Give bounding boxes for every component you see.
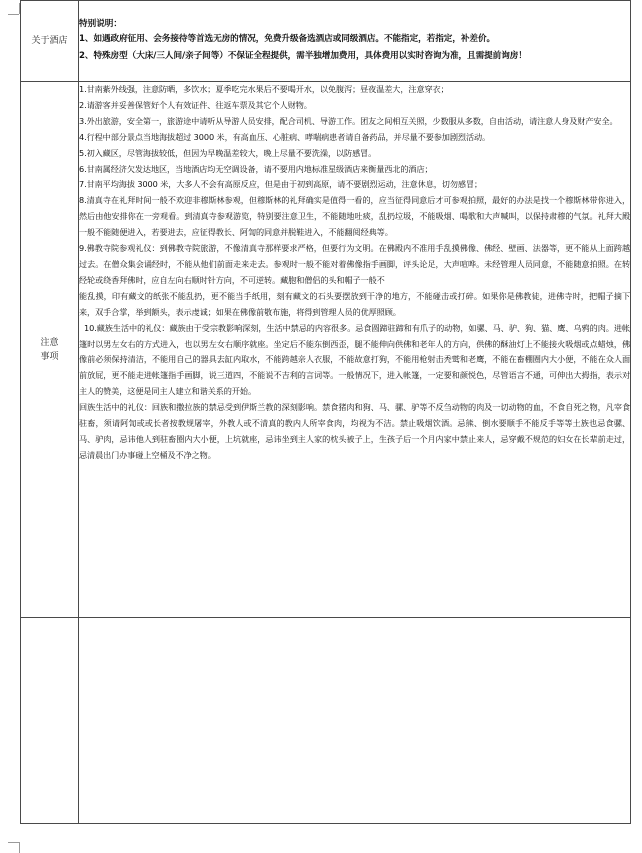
note-item: 回族生活中的礼仪：回族和撒拉族的禁忌受到伊斯兰教的深刻影响。禁食猪肉和狗、马、骡、驴等不反刍动物的肉及一切动物的血，不食自死之物，凡宰食驻畜，须请阿訇或或长者按教规屠宰，外教人或不清真的教内人所宰食肉，均视为不洁。禁止吸烟饮酒。忌熊、倒水要顺手不能反手等等土族也忌食骡、马、驴肉，忌讳他人到驻畜圈内大小便，上坑就座，忌讳坐到主人家的枕头被子上，生孩子后一个月内家中禁止来人，忌穿戴不规范的妇女在长辈前走过，忌清晨出门办事碰上空桶及不净之物。 (79, 402, 630, 460)
hotel-special-note-title: 特别说明： (79, 18, 122, 29)
hotel-row (21, 1, 631, 82)
notes-label-line-1: 注意 (40, 337, 59, 348)
notes-label-cell (21, 82, 79, 618)
hotel-note-line: 2、特殊房型（大床/三人间/亲子间等）不保证全程提供，需半独增加费用，具体费用以实时咨询为准，且需提前询房！ (79, 50, 527, 61)
blank-content-cell (79, 618, 631, 824)
notes-content-cell (79, 82, 631, 618)
note-item: 3.外出旅游，安全第一，旅游途中请听从导游人员安排，配合司机、导游工作。团友之间相互关照，少数服从多数，自由活动，请注意人身及财产安全。 (79, 115, 618, 126)
note-item: 2.请游客并妥善保管好个人有效证件、往返车票及其它个人财物。 (79, 99, 312, 110)
hotel-content-cell (79, 1, 631, 82)
note-item: 4.行程中部分景点当地海拔超过 3000 米，有高血压、心脏病、哮喘病患者请自备药品，并尽量不要参加剧烈活动。 (79, 131, 491, 142)
note-item: 7.甘南平均海拔 3000 米，大多人不会有高原反应，但是由于初到高原，请不要剧烈运动，注意休息，切勿感冒； (79, 179, 483, 190)
blank-label-cell (21, 618, 79, 824)
crop-mark-bottom-left-v (19, 842, 20, 853)
blank-row (21, 618, 631, 824)
notes-label-line-2: 事项 (40, 351, 59, 362)
note-item: 6.甘南属经济欠发达地区，当地酒店均无空调设备，请不要用内地标准星级酒店来衡量西北的酒店； (79, 163, 433, 174)
crop-mark-top-left-h (8, 14, 19, 15)
crop-mark-bottom-left-h (8, 842, 19, 843)
note-item: 10.藏族生活中的礼仪：藏族由于受宗教影响深刻，生活中禁忌的内容很多。忌食圆蹄驻蹄和有爪子的动物，如骡、马、驴、狗、猫、鹰、乌鸦的肉。进帐篷时以男左女右的方式进入，也以男左女右顺序就座。坐定后不能东倒西歪，腿不能伸向供佛和老年人的方向，供佛的酥油灯上不能接火吸烟或点蜡烛，佛像前必须保持清洁，不能用自己的器具去缸内取水，不能跨越亲人衣服，不能故意打狗，不能用枪射击秃鹫和老鹰，不能在畜棚圈内大小便，不能在众人面前放屁，更不能走进帐篷指手画脚，说三道四，不能说不吉利的言词等。一般情况下，进入帐篷，一定要和颜悦色，尽管语言不通，可伸出大拇指，表示对主人的赞美，这便是同主人建立和谐关系的开始。 (79, 322, 630, 397)
note-item: 8.清真寺在礼拜时间一般不欢迎非穆斯林参观，但穆斯林的礼拜确实是值得一看的，应当征得同意后才可参观拍照，最好的办法是找一个穆斯林带你进入，然后由他安排你在一旁观看。到清真寺参观游览，特别要注意卫生，不能随地吐痰，乱扔垃圾，不能吸烟、喝歌和大声喊叫，以保持肃穆的气氛。礼拜大殿一般不能随便进入，若要进去，应征得教长、阿訇的同意并脱鞋进入，不能翻阅经典等。 (79, 195, 630, 238)
hotel-label: 关于酒店 (31, 36, 68, 46)
hotel-label-cell (21, 1, 79, 82)
note-item: 能乱摸，印有藏文的纸张不能乱扔，更不能当手纸用，刻有藏文的石头要摆放到干净的地方，不能碰击或打碎。如果你是佛教徒，进佛寺时，把帽子摘下来，双手合掌，举到额头，表示虔诚；如果在佛像前敬布施，将得到管理人员的优厚照顾。 (79, 290, 630, 317)
note-item: 9.佛教寺院参观礼仪：到佛教寺院旅游，不像清真寺那样要求严格，但要行为文明。在佛殿内不准用手乱摸佛像、佛经、壁画、法器等，更不能从上面跨越过去。在僧众集会诵经时，不能从他们前面走来走去。参观时一般不能对着佛像指手画脚，评头论足，大声喧哗。未经管理人员同意，不能随意拍照。在转经轮或绕香拜佛时，应自左向右顺时针方向，不可逆转。藏胞和僧侣的头和帽子一般不 (79, 243, 630, 285)
note-item: 5.初入藏区，尽管海拔较低，但因为早晚温差较大，晚上尽量不要洗澡，以防感冒。 (79, 147, 377, 158)
itinerary-notes-table (20, 0, 631, 824)
notes-row (21, 82, 631, 618)
hotel-note-line: 1、如遇政府征用、会务接待等首选无房的情况，免费升级备选酒店或同级酒店。不能指定，若指定，补差价。 (79, 33, 496, 44)
note-item: 1.甘南紫外线强，注意防晒，多饮水；夏季吃完水果后不要喝开水，以免腹泻；昼夜温差大，注意穿衣； (79, 84, 449, 94)
